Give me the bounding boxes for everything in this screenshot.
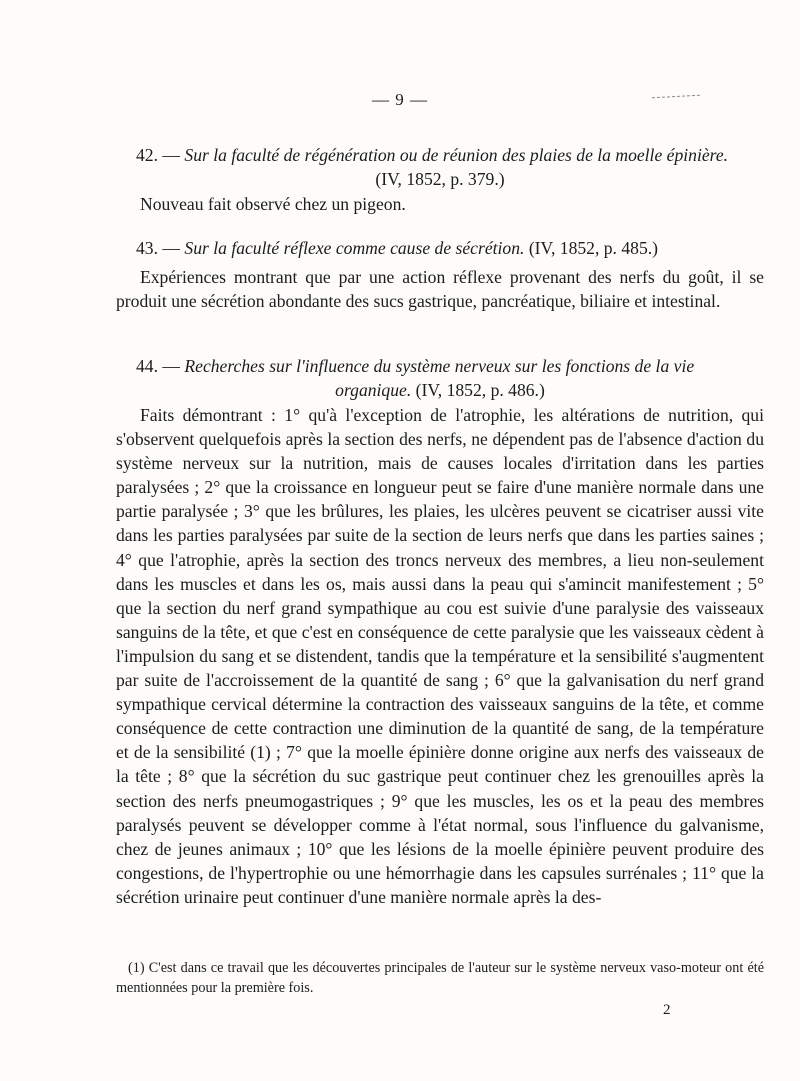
entry-44-heading [116, 354, 764, 402]
entry-title: Sur la faculté réflexe comme cause de sécrétion. [184, 238, 525, 258]
entry-body: Expériences montrant que par une action réflexe provenant des nerfs du goût, il se produit une sécrétion abondante des sucs gastrique, pancréatique, biliaire et intestinal. [116, 267, 764, 312]
entry-43-body [116, 265, 764, 313]
entry-number: 43. [136, 238, 158, 258]
page-number: — 9 — [372, 90, 428, 109]
entry-number: 42. [136, 145, 158, 165]
entry-dash: — [158, 238, 185, 258]
entry-title: Sur la faculté de régénération ou de réunion des plaies de la moelle épinière. [184, 145, 729, 165]
entry-citation: (IV, 1852, p. 486.) [415, 380, 545, 401]
entry-body: Nouveau fait observé chez un pigeon. [140, 194, 406, 214]
entry-number: 44. [136, 356, 158, 376]
entry-dash: — [158, 145, 185, 165]
entry-citation: (IV, 1852, p. 379.) [375, 169, 505, 190]
entry-body: Faits démontrant : 1° qu'à l'exception de l'atrophie, les altérations de nutrition, qui s'observent quelquefois après la section des nerfs, ne dépendent pas de l'absence d'action du système nerveux sur la nutrition, mais de causes locales d'irritation dans les parties paralysées ; 2° que la croissance en longueur peut se faire d'une manière normale dans une partie paralysée ; 3° que les brûlures, les plaies, les ulcères peuvent se cicatriser aussi vite dans les parties paralysées par suite de la section de leurs nerfs que dans les parties saines ; 4° que l'atrophie, après la section des troncs nerveux des membres, a lieu non-seulement dans les muscles et dans les os, mais aussi dans la peau qui s'amincit manifestement ; 5° que la section du nerf grand sympathique au cou est suivie d'une paralysie des vaisseaux sanguins de la tête, et que c'est en conséquence de cette paralysie que les vaisseaux cèdent à l'impulsion du sang et se distendent, tandis que la température et la sensibilité s'augmentent par suite de l'accroissement de la quantité de sang ; 6° que la galvanisation du nerf grand sympathique cervical détermine la contraction des vaisseaux sanguins de la tête, et comme conséquence de cette contraction une diminution de la quantité de sang, de la température et de la sensibilité (1) ; 7° que la moelle épinière donne origine aux nerfs des vaisseaux de la tête ; 8° que la sécrétion du suc gastrique peut continuer chez les grenouilles après la section des nerfs pneumogastriques ; 9° que les muscles, les os et la peau des membres paralysés peuvent se développer comme à l'état normal, sous l'influence du galvanisme, chez de jeunes animaux ; 10° que les lésions de la moelle épinière peuvent produire des congestions, de l'hypertrophie ou une hémorrhagie dans les capsules surrénales ; 11° que la sécrétion urinaire peut continuer d'une manière normale après la des- [116, 405, 764, 907]
entry-42-body [116, 192, 764, 216]
entry-citation: (IV, 1852, p. 485.) [528, 238, 659, 258]
entry-42-heading [116, 143, 764, 191]
entry-43-heading [116, 236, 764, 260]
signature-mark: 2 [663, 1002, 671, 1018]
entry-title-continued: organique. [335, 380, 412, 401]
entry-title: Recherches sur l'influence du système nerveux sur les fonctions de la vie [184, 356, 695, 376]
entry-dash: — [158, 356, 185, 376]
entry-44-body [116, 403, 764, 909]
footnote: (1) C'est dans ce travail que les découvertes principales de l'auteur sur le système nerveux vaso-moteur ont été mentionnées pour la première fois. [116, 960, 764, 996]
